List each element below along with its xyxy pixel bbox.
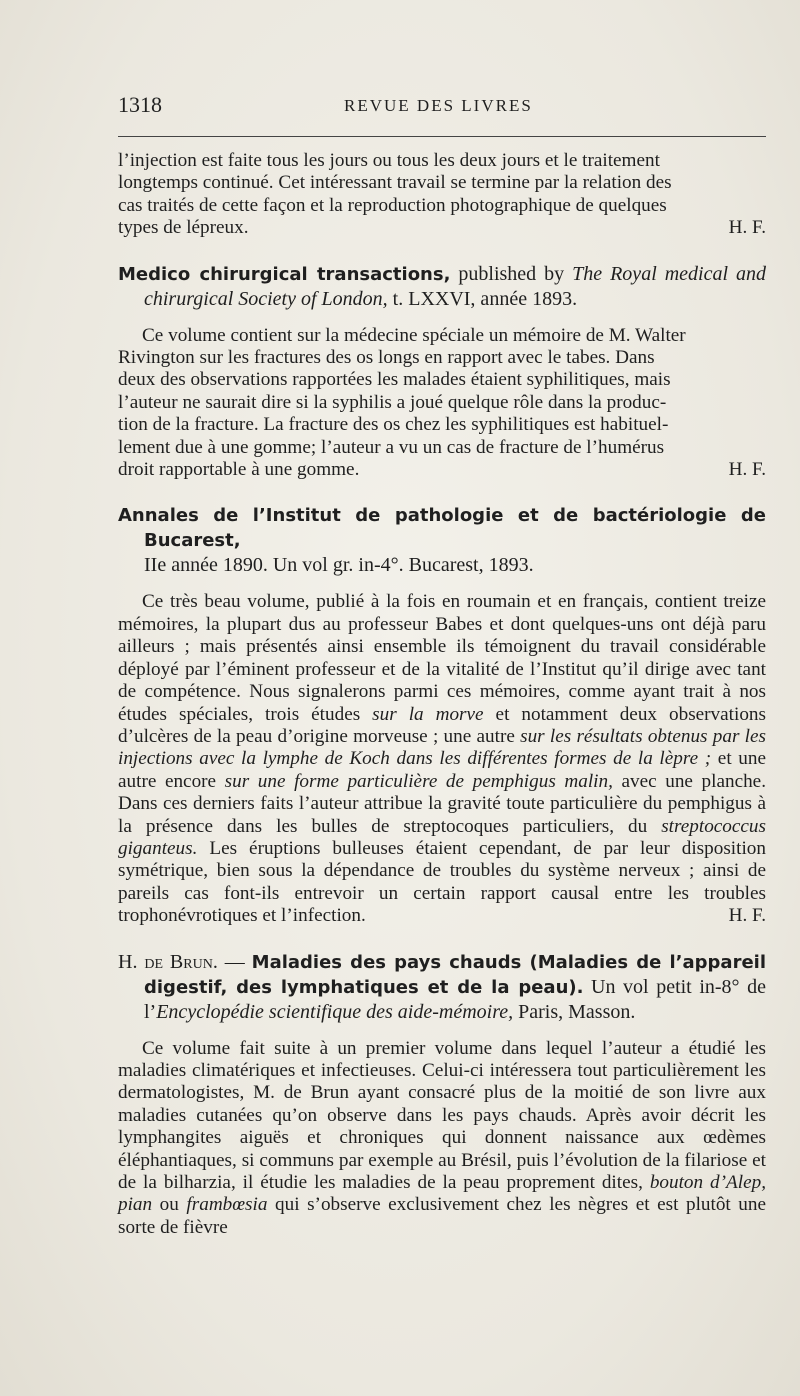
- page-number: 1318: [118, 92, 162, 117]
- signature: H. F.: [728, 905, 766, 927]
- paragraph-text: Ce volume fait suite à un premier volume dans lequel l’auteur a étudié les maladies climatériques et infectieuses. Celui-ci intéressera tout particulièrement les dermatologistes, M. de Brun ayant consacré plus de la moitié de son livre aux maladies cutanées qu’on observe dans les pays chauds. Après avoir décrit les lymphangites aiguës et chroniques qui donnent naissance aux œdèmes éléphantiaques, si communs par exemple au Brésil, puis l’évolution de la filariose et de la bilharzia, il étudie les maladies de la peau proprement dites,: [118, 1037, 766, 1193]
- text-line: cas traités de cette façon et la reproduction photographique de quelques: [118, 194, 667, 216]
- paragraph-italic: streptococcus giganteus.: [118, 815, 766, 859]
- signature: H. F.: [728, 217, 766, 239]
- text-line-content: types de lépreux.: [118, 217, 249, 239]
- title-dash: —: [217, 950, 252, 973]
- text-line: Ce volume contient sur la médecine spéciale un mémoire de M. Walter: [142, 324, 686, 346]
- review-title-text: Un vol petit in-8° de l’: [144, 975, 766, 1023]
- text-line-content: droit rapportable à une gomme.: [118, 459, 360, 481]
- paragraph-text: qui s’observe exclusivement chez les nègres et est plutôt une sorte de fièvre: [118, 1194, 767, 1238]
- text-line: Rivington sur les fractures des os longs en rapport avec le tabes. Dans: [118, 347, 655, 369]
- signature: H. F.: [728, 459, 766, 481]
- review-title-end: t. LXXVI, année 1893.: [387, 287, 578, 310]
- review-title-end: Paris, Masson.: [513, 1000, 636, 1023]
- running-title: REVUE DES LIVRES: [344, 96, 533, 115]
- text-line: deux des observations rapportées les malades étaient syphilitiques, mais: [118, 369, 671, 391]
- review-paragraph: [118, 591, 766, 927]
- review-title-text: published by: [450, 262, 573, 285]
- text-line: lement due à une gomme; l’auteur a vu un cas de fracture de l’humérus: [118, 436, 665, 458]
- review-title-bold: Annales de l’Institut de pathologie et de bactériologie de Bucarest,: [118, 505, 766, 552]
- paragraph-text: Ce très beau volume, publié à la fois en roumain et en français, contient treize mémoires, la plupart dus au professeur Babes et dont quelques-uns ont déjà paru ailleurs ; mais présentés ainsi ensemble ils témoignent du travail considérable déployé par l’éminent professeur et de la vitalité de l’Institut qu’il dirige avec tant de compétence. Nous signalerons parmi ces mémoires, comme ayant trait à nos études spéciales, trois études: [118, 591, 766, 725]
- paragraph-text: et notamment deux observations d’ulcères de la peau d’origine morveuse ; une autre: [118, 703, 766, 747]
- paragraph-italic: sur les résultats obtenus par les injections avec la lymphe de Koch dans les différentes formes de la lèpre ;: [118, 725, 766, 770]
- paragraph-italic: sur une forme particulière de pemphigus malin,: [224, 770, 613, 792]
- paragraph-text: Les éruptions bulleuses étaient cependant, de par leur disposition symétrique, bien sous la dépendance de troubles du système nerveux ; ainsi de pareils cas font-ils entrevoir un certain rapport causal entre les troubles trophonévrotiques et l’infection.: [118, 837, 766, 927]
- text-line: l’auteur ne saurait dire si la syphilis a joué quelque rôle dans la produc-: [118, 391, 667, 413]
- text-line: tion de la fracture. La fracture des os chez les syphilitiques est habituel-: [118, 414, 669, 436]
- paragraph-text: avec une planche. Dans ces derniers faits l’auteur attribue la gravité toute particulière du pemphigus à la présence dans les bulles de streptocoques particuliers, du: [118, 770, 766, 837]
- page-content: [118, 150, 766, 1239]
- paragraph-text: et une autre encore: [118, 748, 766, 792]
- review-title-end: IIe année 1890. Un vol gr. in-4°. Bucarest, 1893.: [144, 554, 534, 577]
- text-line-last: [118, 217, 766, 239]
- review-title-bold: Medico chirurgical transactions,: [118, 263, 451, 285]
- text-line: l’injection est faite tous les jours ou tous les deux jours et le traitement: [118, 150, 660, 171]
- review-author: H. de Brun.: [118, 950, 218, 973]
- review-title-italic: The Royal medical and chirurgical Society of London,: [144, 262, 766, 310]
- text-line-last: [118, 459, 766, 481]
- paragraph-italic: bouton d’Alep, pian: [118, 1172, 766, 1216]
- review-paragraph: [118, 1038, 766, 1240]
- page-header: [118, 92, 766, 128]
- paragraph-italic: sur la morve: [372, 703, 484, 725]
- review-title: [118, 503, 766, 577]
- paragraph-text: ou: [152, 1194, 187, 1216]
- paragraph-italic: frambœsia: [186, 1194, 268, 1216]
- review-title-italic: Encyclopédie scientifique des aide-mémoire,: [156, 1000, 514, 1023]
- review-title: [118, 262, 766, 311]
- header-rule: [118, 136, 766, 137]
- review-title-bold: Maladies des pays chauds (Maladies de l’appareil digestif, des lymphatiques et de la peau).: [144, 951, 766, 998]
- review-title: [118, 950, 766, 1024]
- text-line: longtemps continué. Cet intéressant travail se termine par la relation des: [118, 172, 672, 194]
